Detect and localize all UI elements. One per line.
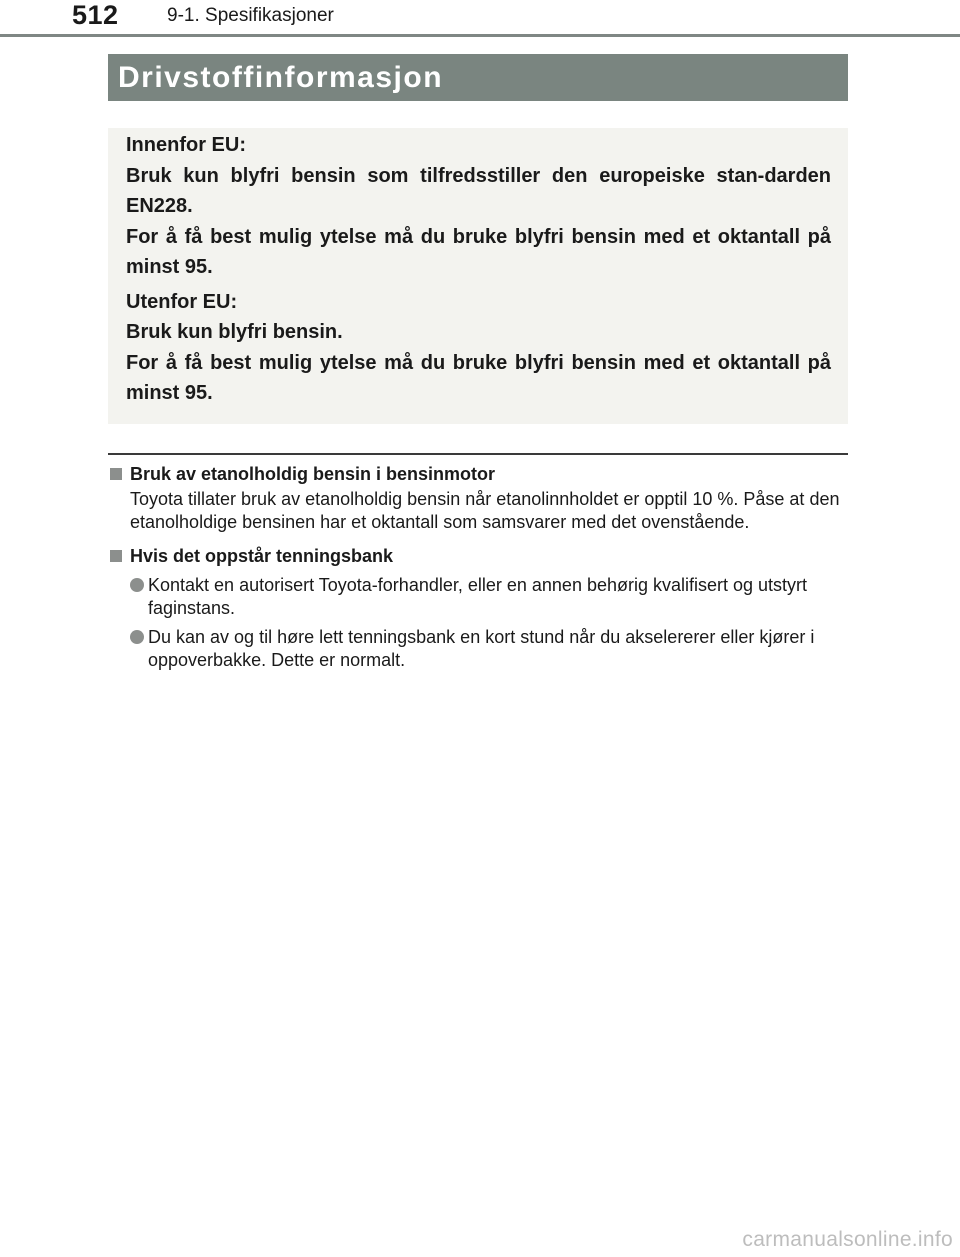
list-item <box>130 626 850 672</box>
fuel-box-line: For å få best mulig ytelse må du bruke blyfri bensin med et oktantall på minst 95. <box>126 351 831 404</box>
fuel-box-line: For å få best mulig ytelse må du bruke blyfri bensin med et oktantall på minst 95. <box>126 225 831 278</box>
list-item <box>130 574 850 620</box>
section-divider <box>108 453 848 455</box>
round-bullet-icon <box>130 630 144 644</box>
title-banner <box>108 54 848 101</box>
main-content <box>110 462 850 672</box>
list-item-text: Kontakt en autorisert Toyota-forhandler, eller en annen behørig kvalifisert og utstyrt faginstans. <box>148 575 808 618</box>
fuel-box-line: Bruk kun blyfri bensin som tilfredsstiller den europeiske stan-darden EN228. <box>126 164 831 217</box>
fuel-info-box <box>108 128 848 424</box>
round-bullet-icon <box>130 578 144 592</box>
page-number: 512 <box>72 0 119 30</box>
section-heading-text: Bruk av etanolholdig bensin i bensinmotor <box>130 464 496 484</box>
section-heading-text: Hvis det oppstår tenningsbank <box>130 546 394 566</box>
page-title: Drivstoffinformasjon <box>118 61 444 94</box>
list-item-text: Du kan av og til høre lett tenningsbank en kort stund når du akselererer eller kjører i oppoverbakke. Dette er normalt. <box>148 627 815 670</box>
fuel-box-line: Innenfor EU: <box>126 134 246 156</box>
square-bullet-icon <box>110 550 122 562</box>
section-label: 9-1. Spesifikasjoner <box>167 5 334 26</box>
watermark: carmanualsonline.info <box>742 1228 953 1251</box>
fuel-box-line: Utenfor EU: <box>126 290 238 313</box>
square-bullet-icon <box>110 468 122 480</box>
header-divider <box>0 34 960 37</box>
section-paragraph: Toyota tillater bruk av etanolholdig bensin når etanolinnholdet er opptil 10 %. Påse at den etanolholdige bensinen har et oktantall som samsvarer med det ovenstående. <box>130 489 840 532</box>
fuel-box-line: Bruk kun blyfri bensin. <box>126 321 343 343</box>
section-heading <box>110 462 850 486</box>
section-heading <box>110 544 850 568</box>
